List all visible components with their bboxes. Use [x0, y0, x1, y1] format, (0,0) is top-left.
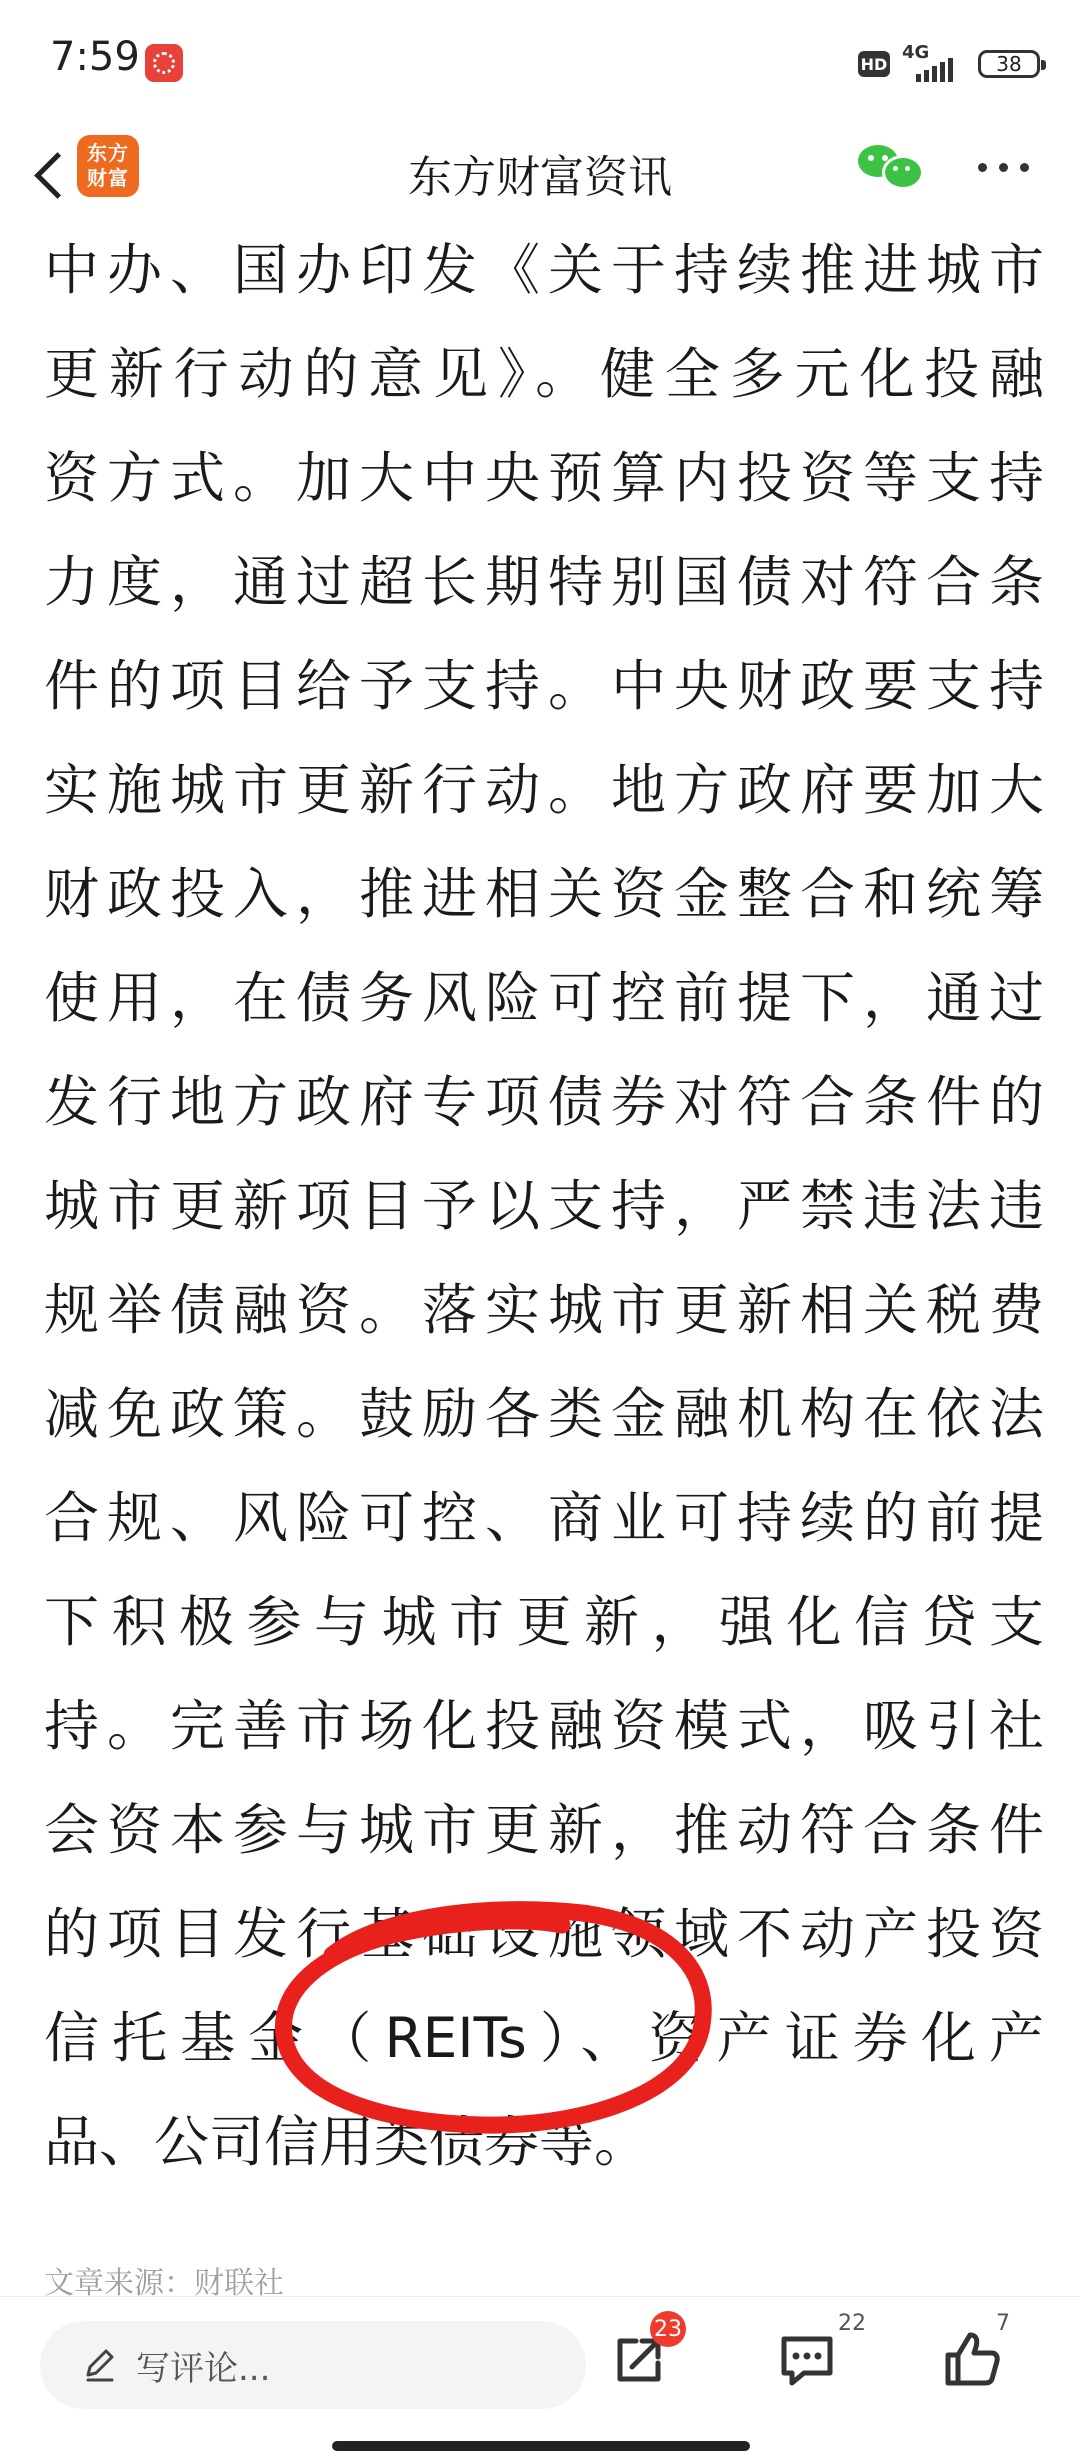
battery-icon — [978, 50, 1040, 78]
network-type: 4G — [902, 42, 930, 63]
article-line: 财政投入，推进相关资金整合和统筹 — [44, 862, 1044, 926]
page-title: 东方财富资讯 — [408, 152, 672, 203]
status-time: 7:59 — [50, 34, 140, 80]
comment-icon[interactable] — [774, 2327, 840, 2393]
article-line: 信托基金（REITs）、资产证券化产 — [44, 2006, 1044, 2070]
like-count: 7 — [996, 2311, 1010, 2336]
article-line: 中办、国办印发《关于持续推进城市 — [44, 238, 1044, 302]
logo-text-bottom: 财富 — [87, 166, 129, 190]
comment-input[interactable] — [40, 2321, 586, 2409]
home-indicator[interactable] — [332, 2441, 750, 2451]
hd-icon: HD — [858, 51, 890, 77]
article-line: 合规、风险可控、商业可持续的前提 — [44, 1486, 1044, 1550]
comment-placeholder: 写评论... — [136, 2348, 271, 2389]
signal-icon — [902, 44, 966, 84]
article-line: 的项目发行基础设施领域不动产投资 — [44, 1902, 1044, 1966]
status-indicators — [858, 42, 1040, 86]
logo-text-top: 东方 — [87, 141, 129, 165]
article-line: 实施城市更新行动。地方政府要加大 — [44, 758, 1044, 822]
red-circle-annotation — [262, 1895, 724, 2137]
article-line: 发行地方政府专项债券对符合条件的 — [44, 1070, 1044, 1134]
notification-app-icon — [145, 44, 183, 82]
battery-level: 38 — [996, 52, 1022, 76]
more-icon[interactable] — [978, 163, 1029, 172]
article-line: 下积极参与城市更新，强化信贷支 — [44, 1590, 1044, 1654]
article-line: 会资本参与城市更新，推动符合条件 — [44, 1798, 1044, 1862]
article-line: 城市更新项目予以支持，严禁违法违 — [44, 1174, 1044, 1238]
article-line-last: 品、公司信用类债券等。 — [44, 2110, 650, 2174]
share-count-badge: 23 — [650, 2311, 686, 2347]
article-line: 持。完善市场化投融资模式，吸引社 — [44, 1694, 1044, 1758]
article-line: 减免政策。鼓励各类金融机构在依法 — [44, 1382, 1044, 1446]
article-line: 规举债融资。落实城市更新相关税费 — [44, 1278, 1044, 1342]
status-bar — [0, 0, 1080, 125]
article-source: 文章来源：财联社 — [44, 2266, 284, 2301]
pen-icon — [80, 2345, 120, 2385]
article-line: 更新行动的意见》。健全多元化投融 — [44, 342, 1044, 406]
like-icon[interactable] — [940, 2327, 1006, 2393]
article-line: 使用，在债务风险可控前提下，通过 — [44, 966, 1044, 1030]
comment-count: 22 — [838, 2311, 866, 2336]
wechat-share-icon[interactable] — [858, 137, 924, 193]
nav-bar — [0, 125, 1080, 225]
bottom-action-bar — [0, 2296, 1080, 2421]
article-line: 力度，通过超长期特别国债对符合条 — [44, 550, 1044, 614]
article-line: 资方式。加大中央预算内投资等支持 — [44, 446, 1044, 510]
article-line: 件的项目给予支持。中央财政要支持 — [44, 654, 1044, 718]
